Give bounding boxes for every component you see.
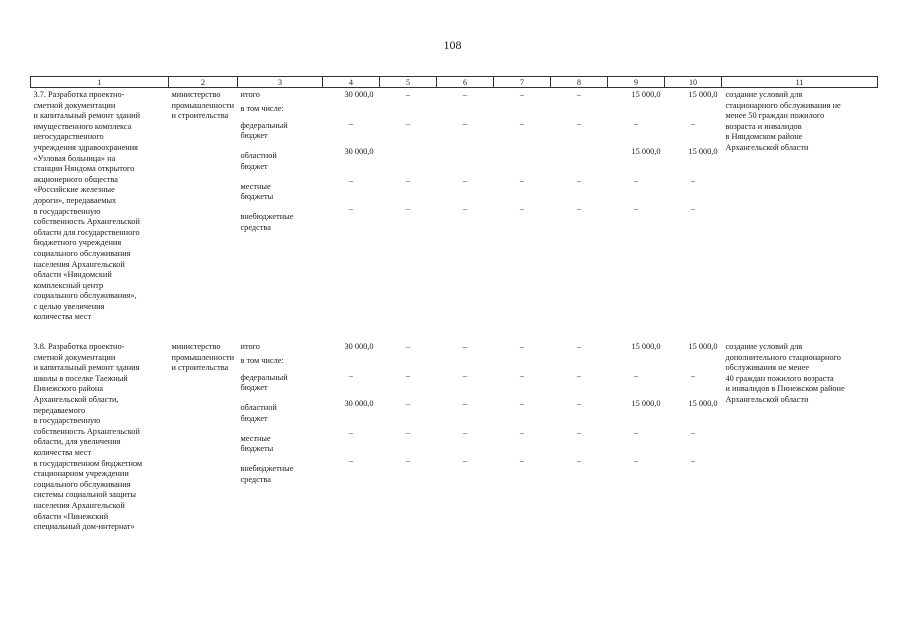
amount-value: –: [519, 427, 525, 437]
value-slot: [380, 369, 437, 398]
activity-line: акционерного общества: [33, 174, 118, 184]
amount-value: –: [576, 175, 582, 185]
amount-value: –: [576, 204, 582, 213]
amount-value: –: [519, 90, 525, 99]
amount-value: –: [519, 399, 525, 409]
column-number: 3: [238, 77, 323, 88]
funding-source-label: бюджеты: [240, 192, 274, 202]
amount-value: –: [348, 118, 354, 128]
value-slot: [608, 117, 665, 146]
amount-value: –: [405, 427, 411, 437]
value-slot: [665, 88, 722, 117]
column-number: 2: [169, 77, 238, 88]
value-slot: [437, 145, 494, 174]
value-slot: [323, 454, 380, 483]
column-number: 4: [323, 77, 380, 88]
value-slot: [380, 145, 437, 174]
activity-line: специальный дом-интернат»: [33, 522, 135, 532]
column-number: 5: [380, 77, 437, 88]
funding-source-label: бюджет: [240, 131, 268, 141]
value-cell: [665, 88, 722, 324]
amount-value: 15 000,0: [688, 342, 718, 352]
amount-value: –: [576, 342, 582, 352]
value-cell: [323, 340, 380, 533]
value-cell: [494, 88, 551, 324]
amount-value: –: [348, 204, 354, 213]
funding-source-cell: [238, 340, 323, 533]
amount-value: 30 000,0: [344, 399, 374, 409]
amount-value: 30 000,0: [344, 90, 374, 99]
value-slot: [608, 88, 665, 117]
activity-line: населения Архангельской: [33, 500, 125, 510]
funding-source: [238, 462, 323, 493]
funding-source-label: местные: [240, 181, 271, 191]
amount-value: –: [348, 175, 354, 185]
value-slot: [665, 454, 722, 483]
activity-line: в государственную: [33, 416, 101, 426]
amount-value: –: [462, 399, 468, 409]
column-number: 1: [31, 77, 169, 88]
result-cell: [722, 340, 878, 533]
amount-value: –: [576, 399, 582, 409]
executor-line: и строительства: [171, 111, 229, 121]
funding-source-label: средства: [240, 474, 271, 484]
executor-line: министерство: [171, 342, 221, 352]
funding-source-label: итого: [240, 90, 260, 99]
result-line: создание условий для: [725, 342, 803, 352]
value-cell: [608, 340, 665, 533]
activity-line: количества мест: [33, 448, 92, 457]
amount-value: 15 000,0: [631, 342, 661, 352]
value-slot: [323, 145, 380, 174]
value-slot: [494, 174, 551, 203]
value-slot: [494, 454, 551, 483]
activity-line: станции Няндома открытого: [33, 164, 135, 174]
value-slot: [551, 369, 608, 398]
funding-source: [238, 180, 323, 211]
amount-value: –: [462, 370, 468, 380]
amount-value: –: [462, 427, 468, 437]
result-line: обслуживания не менее: [725, 363, 810, 373]
amount-value: [380, 145, 437, 147]
executor-line: промышленности: [171, 352, 235, 362]
amount-value: –: [690, 456, 696, 466]
amount-value: –: [633, 456, 639, 466]
funding-source-label: областной: [240, 403, 277, 413]
value-slot: [665, 117, 722, 146]
funding-source-label: бюджет: [240, 161, 268, 171]
result-line: стационарного обслуживания не: [725, 100, 841, 110]
value-slot: [551, 454, 608, 483]
activity-line: области «Пинежский: [33, 511, 109, 521]
activity-line: «Узловая больница» на: [33, 153, 116, 163]
value-cell: [380, 340, 437, 533]
result-line: дополнительного стационарного: [725, 352, 841, 362]
funding-source-label: федеральный: [240, 372, 288, 382]
value-slot: [608, 369, 665, 398]
activity-line: 3.8. Разработка проектно-: [33, 342, 125, 352]
activity-line: в государственную: [33, 206, 101, 216]
amount-value: 15 000,0: [631, 399, 661, 409]
amount-value: –: [519, 118, 525, 128]
value-slot: [494, 340, 551, 369]
funding-source-label: бюджеты: [240, 444, 274, 454]
value-slot: [380, 174, 437, 203]
activity-line: области «Няндомский: [33, 270, 112, 280]
amount-value: –: [405, 342, 411, 352]
value-slot: [437, 369, 494, 398]
funding-source: [238, 432, 323, 463]
value-slot: [608, 202, 665, 231]
value-slot: [665, 202, 722, 231]
activity-line: комплексный центр: [33, 280, 104, 290]
value-slot: [380, 397, 437, 426]
funding-source: [238, 401, 323, 432]
value-slot: [323, 202, 380, 231]
funding-source-label: средства: [240, 222, 271, 232]
value-slot: [665, 397, 722, 426]
executor-line: и строительства: [171, 363, 229, 373]
value-slot: [608, 397, 665, 426]
amount-value: –: [348, 456, 354, 466]
funding-source-label: федеральный: [240, 120, 288, 130]
budget-table: [30, 76, 878, 533]
value-slot: [380, 88, 437, 117]
activity-line: Архангельской области,: [33, 395, 119, 405]
value-cell: [665, 340, 722, 533]
amount-value: –: [462, 204, 468, 213]
activity-line: системы социальной защиты: [33, 490, 136, 500]
value-slot: [323, 369, 380, 398]
column-number: 9: [608, 77, 665, 88]
executor-line: промышленности: [171, 100, 235, 110]
amount-value: –: [576, 456, 582, 466]
value-slot: [437, 174, 494, 203]
activity-line: социального обслуживания: [33, 248, 131, 258]
value-cell: [551, 340, 608, 533]
value-slot: [437, 88, 494, 117]
activity-line: в государственном бюджетном: [33, 458, 143, 468]
value-slot: [608, 340, 665, 369]
result-cell: [722, 88, 878, 324]
funding-source-label: внебюджетные: [240, 464, 294, 474]
amount-value: –: [576, 427, 582, 437]
activity-line: «Российские железные: [33, 185, 115, 195]
executor-cell: [169, 88, 238, 324]
activity-line: и капитальный ремонт зданий: [33, 111, 141, 121]
amount-value: –: [519, 370, 525, 380]
amount-value: 30 000,0: [344, 147, 374, 156]
activity-line: 3.7. Разработка проектно-: [33, 90, 125, 99]
amount-value: –: [348, 427, 354, 437]
activity-line: области, для увеличения: [33, 437, 121, 447]
amount-value: –: [462, 342, 468, 352]
amount-value: –: [519, 456, 525, 466]
value-slot: [551, 117, 608, 146]
row-spacer: [31, 323, 878, 340]
value-slot: [665, 426, 722, 455]
amount-value: 15 000,0: [631, 147, 661, 156]
value-slot: [437, 454, 494, 483]
value-slot: [437, 117, 494, 146]
value-slot: [437, 397, 494, 426]
value-slot: [380, 454, 437, 483]
value-slot: [380, 202, 437, 231]
amount-value: –: [405, 118, 411, 128]
executor-line: министерство: [171, 90, 221, 99]
amount-value: 30 000,0: [344, 342, 374, 352]
amount-value: –: [633, 427, 639, 437]
value-slot: [323, 426, 380, 455]
amount-value: 15 000,0: [688, 399, 718, 409]
amount-value: –: [462, 175, 468, 185]
activity-line: имущественного комплекса: [33, 121, 132, 131]
result-line: создание условий для: [725, 90, 803, 99]
result-line: возраста и инвалидов: [725, 121, 802, 131]
executor-cell: [169, 340, 238, 533]
value-slot: [665, 369, 722, 398]
amount-value: 15 000,0: [688, 90, 718, 99]
value-cell: [494, 340, 551, 533]
value-cell: [437, 88, 494, 324]
value-slot: [551, 202, 608, 231]
activity-cell: [31, 88, 169, 324]
column-number: 7: [494, 77, 551, 88]
activity-line: количества мест: [33, 312, 92, 322]
amount-value: –: [519, 204, 525, 213]
value-slot: [551, 340, 608, 369]
activity-line: и капитальный ремонт здания: [33, 363, 140, 373]
value-slot: [380, 426, 437, 455]
value-cell: [323, 88, 380, 324]
amount-value: –: [462, 456, 468, 466]
activity-line: Пинежского района: [33, 384, 104, 394]
funding-source-cell: [238, 88, 323, 324]
column-number-row: [31, 77, 878, 88]
value-slot: [494, 426, 551, 455]
amount-value: –: [633, 175, 639, 185]
amount-value: –: [405, 90, 411, 99]
result-line: менее 50 граждан пожилого: [725, 111, 825, 121]
value-slot: [551, 174, 608, 203]
value-slot: [551, 426, 608, 455]
value-slot: [494, 145, 551, 174]
result-line: и инвалидов в Пинежском районе: [725, 384, 845, 394]
funding-source: [238, 371, 323, 402]
value-slot: [494, 88, 551, 117]
result-line: в Няндомском районе: [725, 132, 803, 142]
table-row: [31, 88, 878, 324]
funding-source-label: бюджет: [240, 383, 268, 393]
value-slot: [551, 397, 608, 426]
value-slot: [323, 174, 380, 203]
amount-value: –: [519, 175, 525, 185]
activity-line: передаваемого: [33, 405, 86, 415]
value-slot: [323, 340, 380, 369]
value-cell: [380, 88, 437, 324]
funding-source-label: бюджет: [240, 413, 268, 423]
amount-value: 15 000,0: [631, 90, 661, 99]
result-line: 40 граждан пожилого возраста: [725, 373, 834, 383]
value-slot: [437, 340, 494, 369]
column-number: 11: [722, 77, 878, 88]
activity-cell: [31, 340, 169, 533]
value-slot: [608, 426, 665, 455]
value-slot: [665, 145, 722, 174]
activity-line: учреждения здравоохранения: [33, 142, 138, 152]
value-cell: [608, 88, 665, 324]
funding-source-subtitle: в том числе:: [240, 355, 284, 365]
result-line: Архангельской области: [725, 142, 809, 152]
activity-line: собственность Архангельской: [33, 426, 140, 436]
amount-value: –: [633, 118, 639, 128]
funding-source: [238, 340, 323, 371]
amount-value: –: [462, 118, 468, 128]
value-slot: [608, 174, 665, 203]
value-slot: [380, 340, 437, 369]
value-cell: [437, 340, 494, 533]
value-slot: [494, 369, 551, 398]
value-slot: [551, 145, 608, 174]
amount-value: [551, 145, 608, 147]
activity-line: бюджетного учреждения: [33, 238, 122, 248]
amount-value: –: [690, 427, 696, 437]
result-line: Архангельской области: [725, 395, 809, 405]
activity-line: сметной документации: [33, 352, 116, 362]
column-number: 10: [665, 77, 722, 88]
value-slot: [494, 202, 551, 231]
funding-source: [238, 210, 323, 241]
value-slot: [608, 145, 665, 174]
amount-value: –: [576, 90, 582, 99]
amount-value: –: [690, 370, 696, 380]
funding-source-label: внебюджетные: [240, 212, 294, 221]
value-slot: [551, 88, 608, 117]
funding-source-label: областной: [240, 151, 277, 160]
activity-line: школы в поселке Таежный: [33, 373, 128, 383]
amount-value: 15 000,0: [688, 147, 718, 156]
amount-value: –: [633, 370, 639, 380]
page-number: 108: [443, 38, 462, 52]
amount-value: –: [405, 370, 411, 380]
value-slot: [323, 88, 380, 117]
activity-line: стационарном учреждении: [33, 469, 129, 479]
column-number: 6: [437, 77, 494, 88]
value-slot: [437, 202, 494, 231]
value-cell: [551, 88, 608, 324]
amount-value: –: [633, 204, 639, 213]
table-row: [31, 340, 878, 533]
activity-line: области для государственного: [33, 227, 140, 237]
value-slot: [323, 397, 380, 426]
funding-source-label: местные: [240, 433, 271, 443]
amount-value: –: [405, 456, 411, 466]
amount-value: [437, 145, 494, 147]
amount-value: –: [690, 204, 696, 213]
value-slot: [608, 454, 665, 483]
amount-value: –: [690, 118, 696, 128]
activity-line: собственность Архангельской: [33, 217, 140, 227]
value-slot: [494, 397, 551, 426]
amount-value: –: [519, 342, 525, 352]
activity-line: социального обслуживания: [33, 479, 131, 489]
value-slot: [437, 426, 494, 455]
amount-value: –: [405, 175, 411, 185]
value-slot: [665, 340, 722, 369]
activity-line: с целью увеличения: [33, 301, 105, 311]
funding-source: [238, 149, 323, 180]
amount-value: –: [348, 370, 354, 380]
activity-line: дороги», передаваемых: [33, 195, 117, 205]
amount-value: [494, 145, 551, 147]
activity-line: негосударственного: [33, 132, 104, 142]
amount-value: –: [405, 399, 411, 409]
amount-value: –: [576, 118, 582, 128]
column-number: 8: [551, 77, 608, 88]
funding-source-label: итого: [240, 342, 260, 352]
activity-line: населения Архангельской: [33, 259, 125, 269]
value-slot: [494, 117, 551, 146]
amount-value: –: [405, 204, 411, 213]
activity-line: социального обслуживания»,: [33, 291, 137, 301]
value-slot: [665, 174, 722, 203]
amount-value: –: [462, 90, 468, 99]
funding-source-subtitle: в том числе:: [240, 103, 284, 113]
funding-source: [238, 88, 323, 119]
amount-value: –: [576, 370, 582, 380]
funding-source: [238, 119, 323, 150]
value-slot: [380, 117, 437, 146]
value-slot: [323, 117, 380, 146]
activity-line: сметной документации: [33, 100, 116, 110]
amount-value: –: [690, 175, 696, 185]
